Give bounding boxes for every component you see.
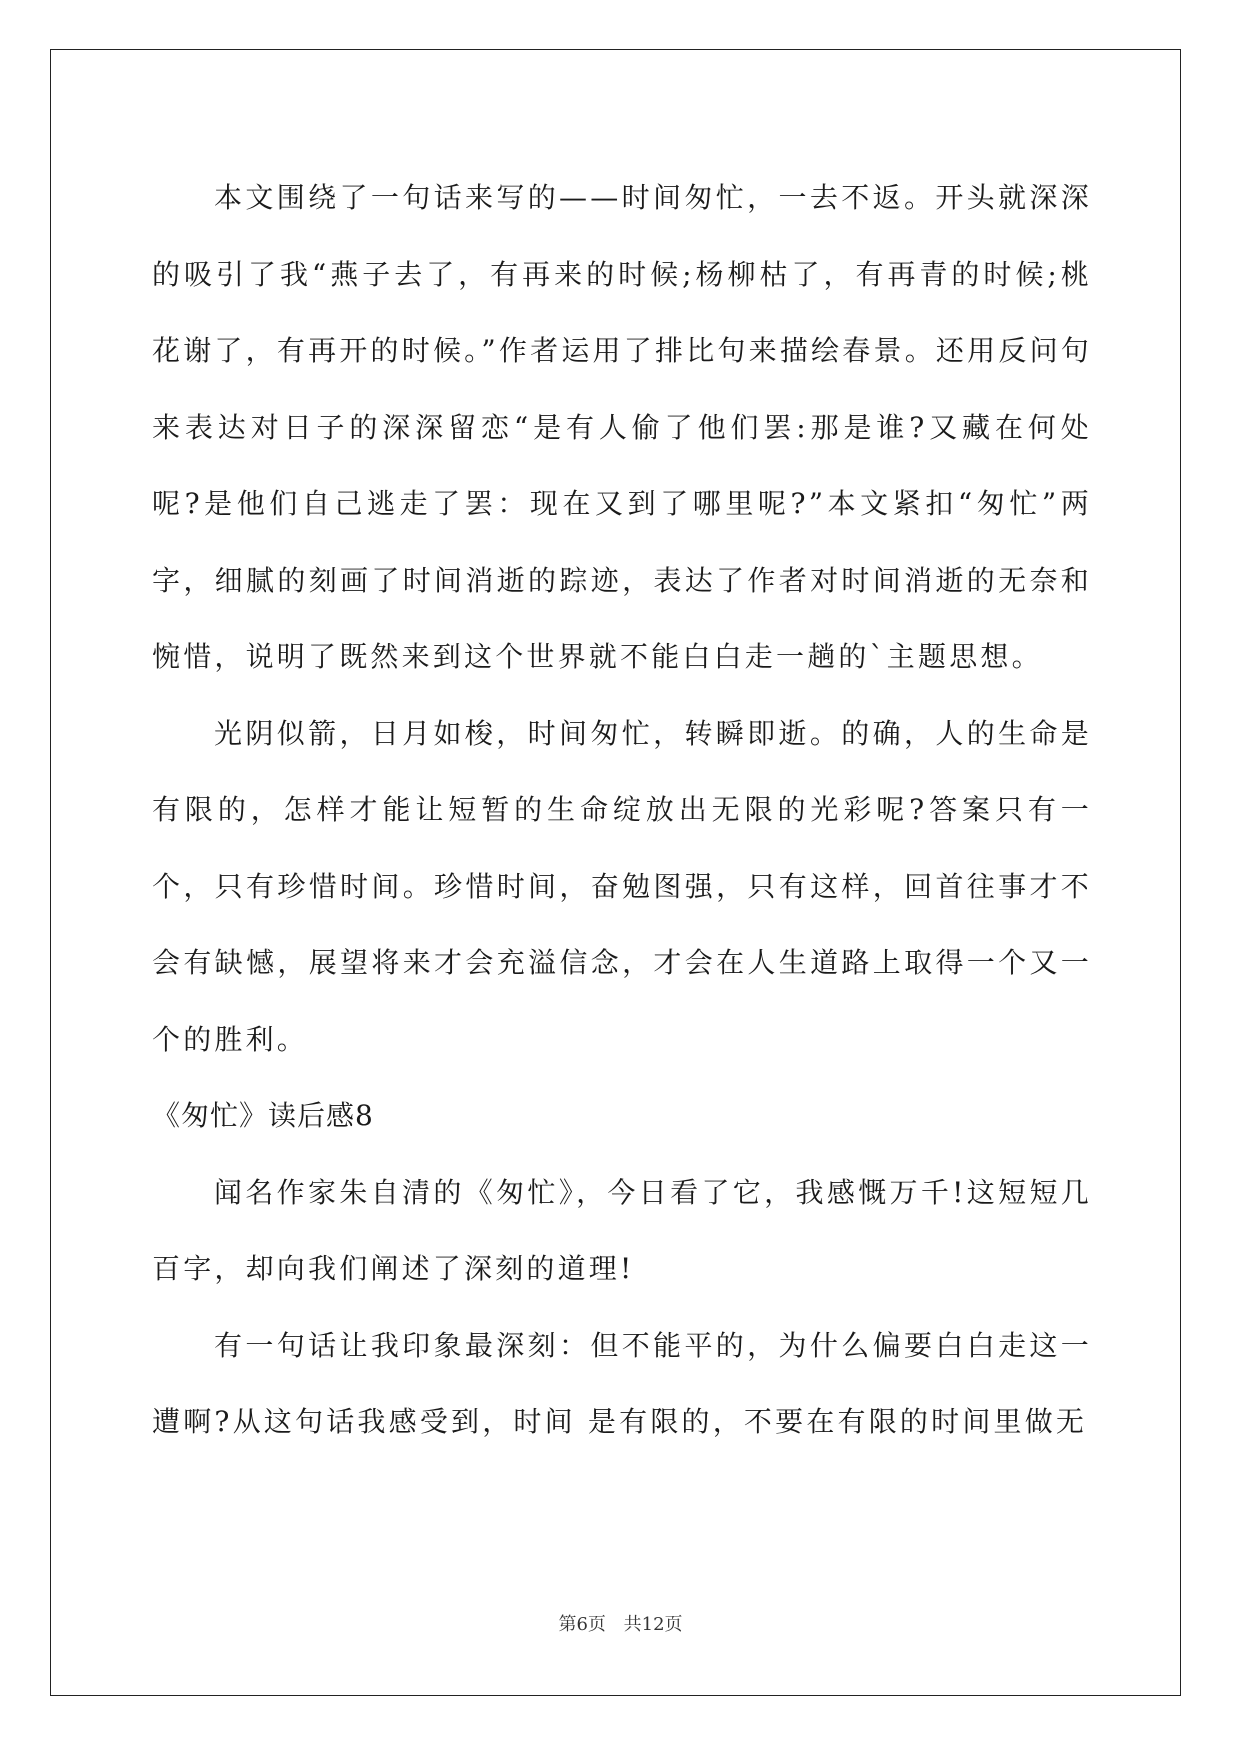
paragraph-3: 闻名作家朱自清的《匆忙》，今日看了它，我感慨万千!这短短几百字，却向我们阐述了深刻的道理! [152, 1175, 1092, 1285]
document-body [152, 160, 1092, 1461]
page-number: 第6页 [558, 1614, 606, 1635]
paragraph-1: 本文围绕了一句话来写的——时间匆忙，一去不返。开头就深深的吸引了我“燕子去了，有再来的时候;杨柳枯了，有再青的时候;桃花谢了，有再开的时候。”作者运用了排比句来描绘春景。还用反问句来表达对日子的深深留恋“是有人偷了他们罢:那是谁?又藏在何处呢?是他们自己逃走了罢：现在又到了哪里呢?”本文紧扣“匆忙”两字，细腻的刻画了时间消逝的踪迹，表达了作者对时间消逝的无奈和惋惜，说明了既然来到这个世界就不能白白走一趟的`主题思想。 [152, 181, 1092, 673]
section-heading: 《匆忙》读后感8 [152, 1099, 374, 1132]
paragraph-2: 光阴似箭，日月如梭，时间匆忙，转瞬即逝。的确，人的生命是有限的，怎样才能让短暂的生命绽放出无限的光彩呢?答案只有一个，只有珍惜时间。珍惜时间，奋勉图强，只有这样，回首往事才不会有缺憾，展望将来才会充溢信念，才会在人生道路上取得一个又一个的胜利。 [152, 716, 1092, 1056]
page-total: 共12页 [623, 1614, 683, 1635]
page-footer [0, 1610, 1241, 1636]
paragraph-4: 有一句话让我印象最深刻：但不能平的，为什么偏要白白走这一遭啊?从这句话我感受到，时间 是有限的，不要在有限的时间里做无 [152, 1328, 1092, 1438]
